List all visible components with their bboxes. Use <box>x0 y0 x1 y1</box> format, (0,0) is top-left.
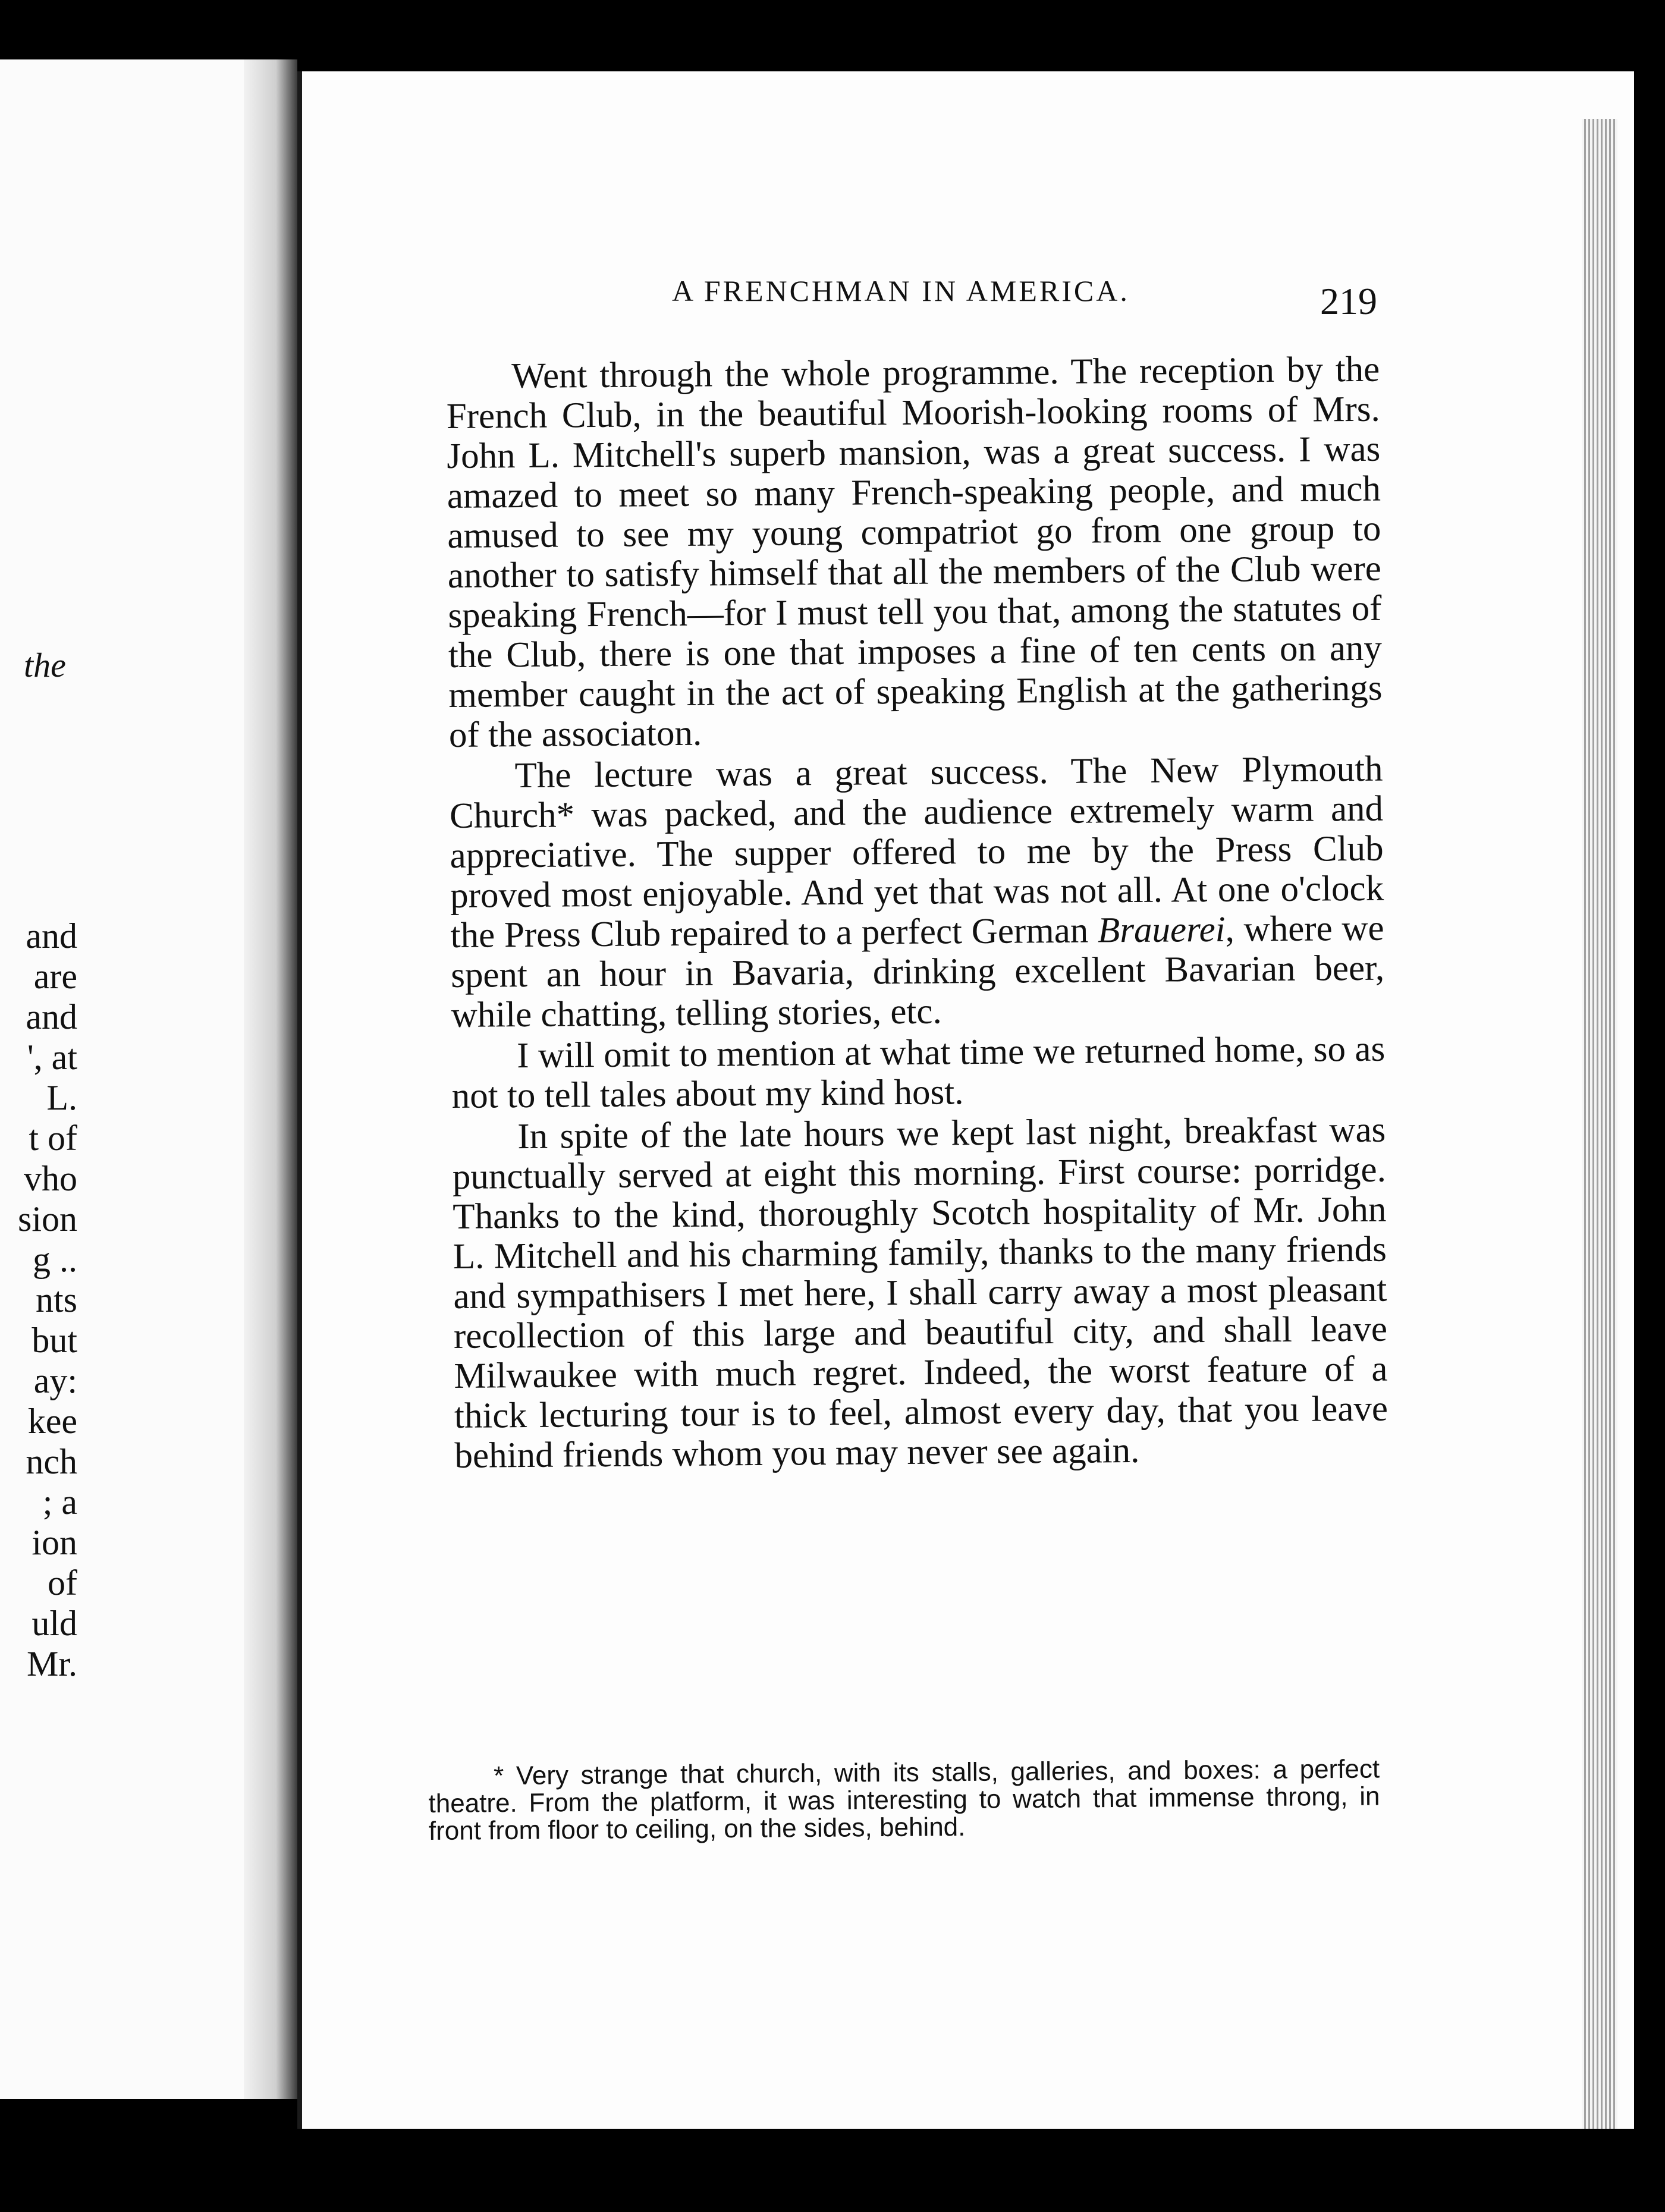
fragment-line: and <box>26 916 77 956</box>
page-number: 219 <box>1320 280 1377 322</box>
italic-word: Brauerei <box>1097 909 1226 951</box>
book-gutter <box>244 59 297 2099</box>
fragment-line: g .. <box>33 1240 77 1279</box>
page-edges <box>1582 119 1617 2129</box>
body-text <box>446 350 1388 1477</box>
fragment-line: Mr. <box>26 1644 77 1683</box>
fragment-line: vho <box>24 1159 77 1198</box>
fragment-line: and <box>26 997 77 1036</box>
fragment-line: ay: <box>33 1361 77 1400</box>
paragraph: In spite of the late hours we kept last night, breakfast was punctually served at eight this morning. First course: porridge. Thanks to the kind, thoroughly Scotch hospitality of Mr. John L. Mitchell and his charming family, thanks to the many friends and sympathisers I met here, I shall carry away a most pleasant recollection of this large and beautiful city, and shall leave Milwaukee with much regret. Indeed, the worst feature of a thick lecturing tour is to feel, almost every day, that you leave behind friends whom you may never see again. <box>452 1110 1388 1476</box>
fragment-line: nch <box>26 1442 77 1481</box>
fragment-line: kee <box>27 1402 77 1441</box>
footnote-text: * Very strange that church, with its stalls, galleries, and boxes: a perfect theatre. From the platform, it was interesting to watch that immense throng, in front from floor to ceiling, on the sides, behind. <box>428 1754 1380 1846</box>
fragment-line: L. <box>46 1078 77 1117</box>
running-head: A FRENCHMAN IN AMERICA. <box>672 274 1130 307</box>
fragment-line: ion <box>32 1523 77 1562</box>
fragment-line: uld <box>32 1604 77 1643</box>
fragment-line: but <box>32 1321 77 1360</box>
fragment-line: of <box>48 1563 77 1603</box>
fragment-line: ; a <box>42 1482 77 1522</box>
fragment-line: nts <box>35 1280 77 1319</box>
fragment-line: sion <box>17 1199 77 1239</box>
footnote <box>428 1755 1380 1845</box>
left-page-stray-word: the <box>24 646 66 684</box>
fragment-line: are <box>33 957 77 996</box>
left-page-fragments <box>0 916 77 1684</box>
fragment-line: ', at <box>27 1038 77 1077</box>
paragraph: I will omit to mention at what time we returned home, so as not to tell tales about my kind host. <box>451 1029 1386 1116</box>
paragraph: Went through the whole programme. The reception by the French Club, in the beautiful Moorish-looking rooms of Mrs. John L. Mitchell's superb mansion, was a great success. I was amazed to meet so many French-speaking people, and much amused to see my young compatriot go from one group to another to satisfy himself that all the members of the Club were speaking French—for I must tell you that, among the statutes of the Club, there is one that imposes a fine of ten cents on any member caught in the act of speaking English at the gatherings of the associaton. <box>446 349 1383 755</box>
paragraph: The lecture was a great success. The New Plymouth Church* was packed, and the audience extremely warm and appreciative. The supper offered to me by the Press Club proved most enjoyable. And yet that was not all. At one o'clock the Press Club repaired to a perfect German Brauerei, where we spent an hour in Bavaria, drinking excellent Bavarian beer, while chatting, telling stories, etc. <box>449 749 1385 1035</box>
fragment-line: t of <box>29 1118 77 1158</box>
